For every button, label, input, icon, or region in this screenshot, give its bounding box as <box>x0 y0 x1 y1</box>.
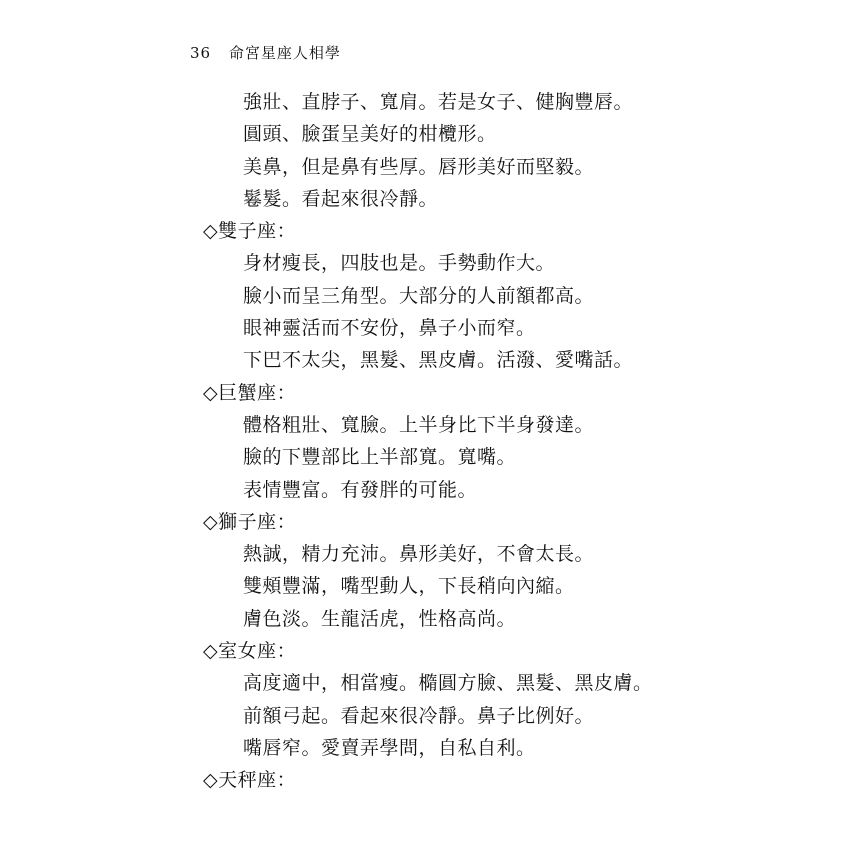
text-line: 前額弓起。看起來很冷靜。鼻子比例好。 <box>243 704 595 727</box>
text-line: 臉的下豐部比上半部寬。寬嘴。 <box>243 446 517 469</box>
book-title: 命宮星座人相學 <box>228 44 341 62</box>
text-line: 表情豐富。有發胖的可能。 <box>243 478 478 501</box>
text-line: 雙頰豐滿，嘴型動人，下長稍向內縮。 <box>243 575 575 598</box>
text-line: 嘴唇窄。愛賣弄學問，自私自利。 <box>243 736 536 759</box>
text-line: 熱誠，精力充沛。鼻形美好，不會太長。 <box>243 543 595 566</box>
text-line: 鬈髮。看起來很冷靜。 <box>243 187 439 210</box>
text-line: 體格粗壯、寬臉。上半身比下半身發達。 <box>243 413 595 436</box>
text-line: 下巴不太尖，黑髮、黑皮膚。活潑、愛嘴話。 <box>243 349 634 372</box>
section-heading-virgo: ◇室女座： <box>203 640 297 663</box>
text-line: 強壯、直脖子、寬肩。若是女子、健胸豐唇。 <box>243 91 634 113</box>
section-heading-libra: ◇天秤座： <box>203 769 297 792</box>
text-line: 膚色淡。生龍活虎，性格高尚。 <box>243 607 517 630</box>
text-line: 身材瘦長，四肢也是。手勢動作大。 <box>243 252 556 275</box>
text-line: 眼神靈活而不安份，鼻子小而窄。 <box>243 317 536 340</box>
page-number: 36 <box>190 44 212 62</box>
text-line: 美鼻，但是鼻有些厚。唇形美好而堅毅。 <box>243 155 595 178</box>
text-line: 圓頭、臉蛋呈美好的柑欖形。 <box>243 123 497 146</box>
text-line: 高度適中，相當瘦。橢圓方臉、黑髮、黑皮膚。 <box>243 672 653 695</box>
section-heading-gemini: ◇雙子座： <box>203 220 297 243</box>
text-line: 臉小而呈三角型。大部分的人前額都高。 <box>243 284 595 307</box>
section-heading-cancer: ◇巨蟹座： <box>203 381 297 404</box>
body-text <box>203 86 803 797</box>
section-heading-leo: ◇獅子座： <box>203 510 297 533</box>
running-head <box>190 42 341 63</box>
